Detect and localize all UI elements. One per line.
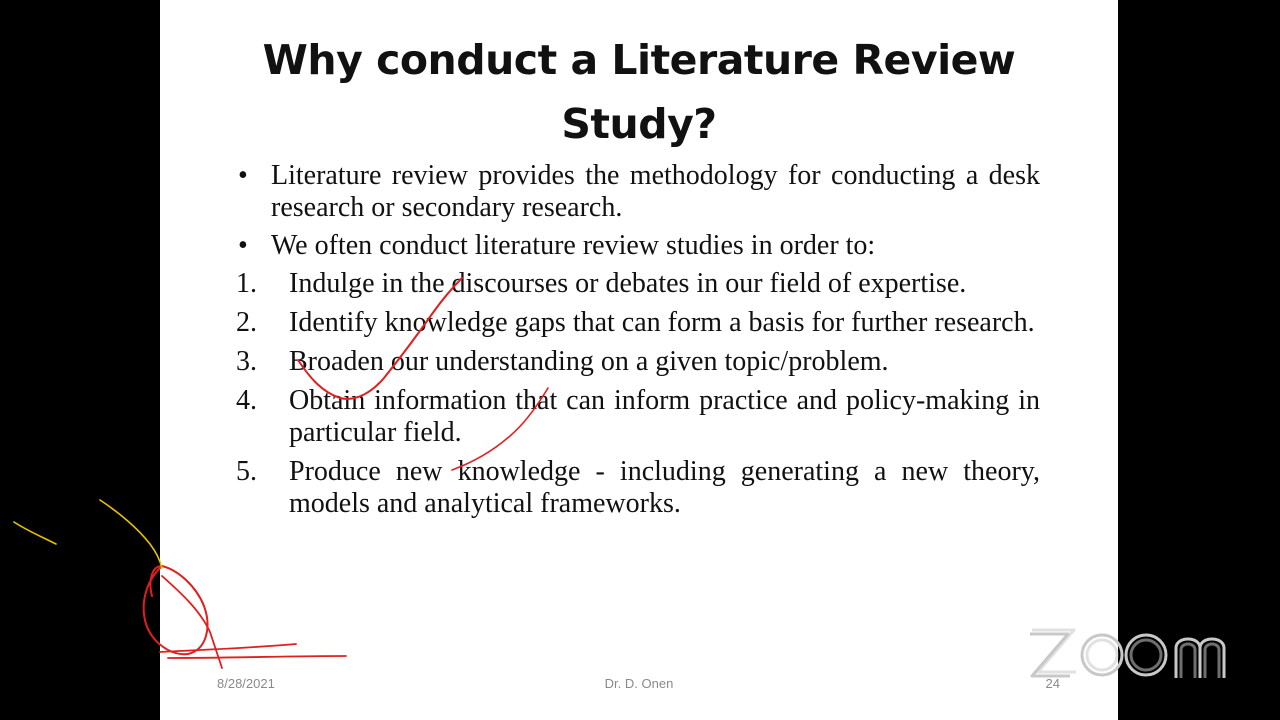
presentation-slide [160,0,1118,720]
bullet-item [234,230,1040,262]
item-number: 2. [236,307,257,338]
numbered-item [234,346,1040,378]
item-number: 5. [236,456,257,487]
numbered-item [234,385,1040,449]
item-number: 4. [236,385,257,416]
slide-title [160,28,1118,156]
item-number: 3. [236,346,257,377]
numbered-item [234,307,1040,339]
slide-body [234,160,1040,527]
bullet-marker: • [238,230,248,261]
bullet-text: Literature review provides the methodology for conducting a desk research or secondary research. [271,160,1040,223]
yellow-mark-stroke [100,500,162,568]
bullet-marker: • [238,160,248,191]
numbered-item [234,456,1040,520]
slide-page-number: 24 [1045,676,1060,691]
slide-footer-date: 8/28/2021 [217,676,275,691]
item-text: Identify knowledge gaps that can form a basis for further research. [289,307,1035,338]
numbered-item [234,268,1040,300]
item-text: Produce new knowledge - including generating a new theory, models and analytical frameworks. [289,456,1040,519]
slide-title-line-2: Study? [561,100,717,148]
slide-title-line-1: Why conduct a Literature Review [262,36,1016,84]
bullet-item [234,160,1040,224]
slide-footer-author: Dr. D. Onen [604,676,674,691]
item-text: Indulge in the discourses or debates in our field of expertise. [289,268,967,299]
item-number: 1. [236,268,257,299]
item-text: Obtain information that can inform practice and policy-making in particular field. [289,385,1040,448]
item-text: Broaden our understanding on a given topic/problem. [289,346,889,377]
zoom-watermark-icon [1024,622,1234,686]
bullet-text: We often conduct literature review studies in order to: [271,230,876,261]
yellow-mark-stroke [14,522,56,544]
